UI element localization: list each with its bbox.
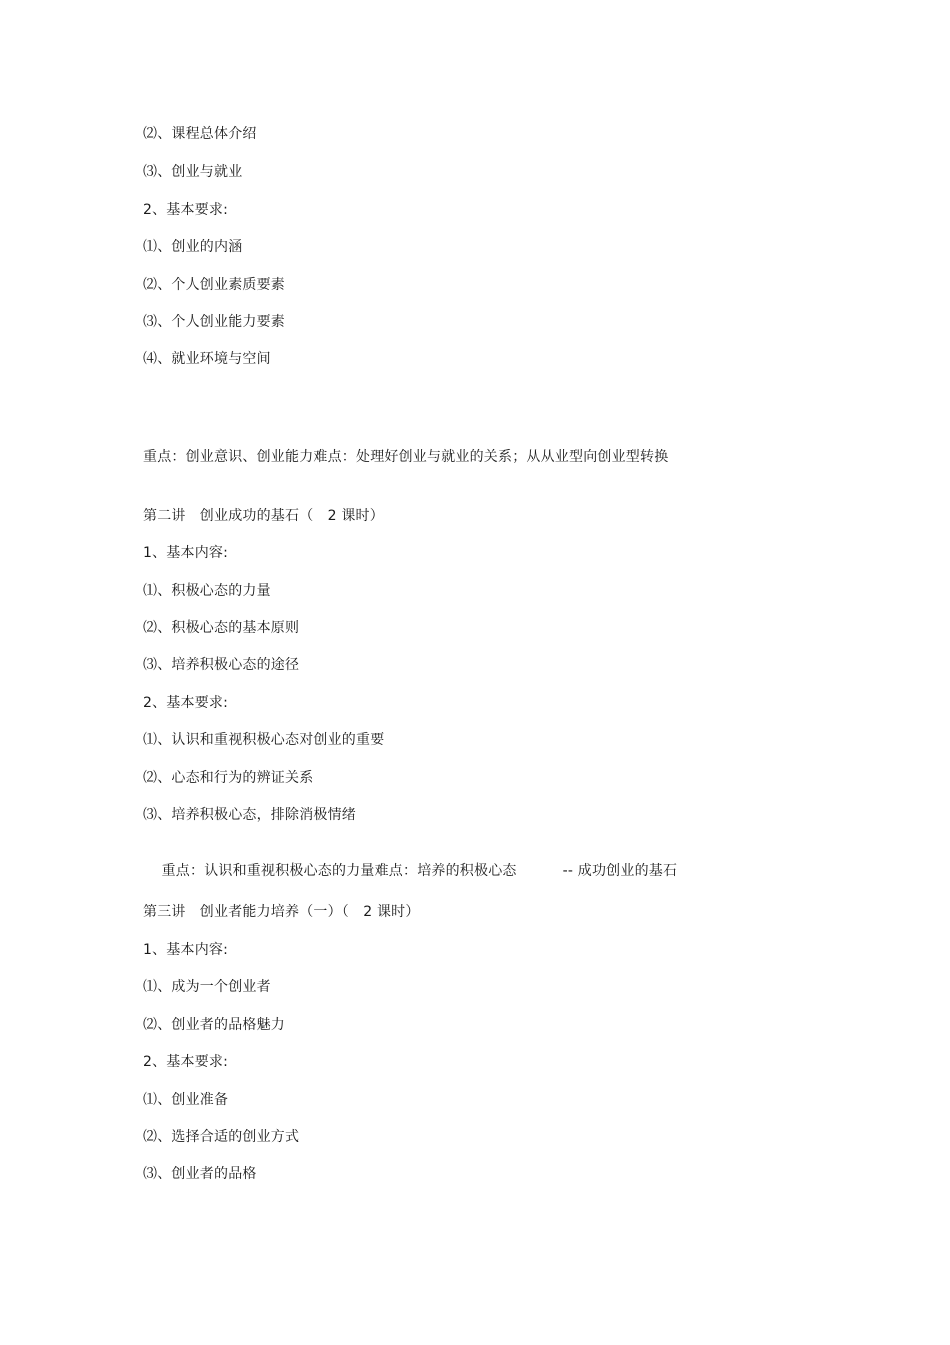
text-line: 2、基本要求: bbox=[143, 695, 229, 711]
text-line: ⑵、个人创业素质要素 bbox=[143, 277, 285, 293]
text-line: ⑵、积极心态的基本原则 bbox=[143, 620, 300, 636]
text-line: ⑶、培养积极心态的途径 bbox=[143, 657, 300, 673]
focus-difficulty-line: 重点：创业意识、创业能力难点：处理好创业与就业的关系；从从业型向创业型转换 bbox=[143, 449, 669, 465]
text-line: ⑶、培养积极心态，排除消极情绪 bbox=[143, 807, 356, 823]
text-line: 2、基本要求: bbox=[143, 1054, 229, 1070]
text-line: ⑶、创业者的品格 bbox=[143, 1166, 257, 1182]
text-line: ⑴、创业准备 bbox=[143, 1092, 229, 1108]
section-heading: 第三讲 创业者能力培养（一）（ 2 课时） bbox=[143, 904, 420, 920]
focus-difficulty-line bbox=[143, 844, 677, 898]
section-heading: 第二讲 创业成功的基石（ 2 课时） bbox=[143, 508, 384, 524]
text-line: ⑴、积极心态的力量 bbox=[143, 583, 271, 599]
text-line: ⑵、创业者的品格魅力 bbox=[143, 1017, 285, 1033]
text-line: 1、基本内容: bbox=[143, 942, 229, 958]
text-line: ⑴、成为一个创业者 bbox=[143, 979, 271, 995]
text-line: ⑶、创业与就业 bbox=[143, 164, 243, 180]
text-line: ⑵、心态和行为的辨证关系 bbox=[143, 770, 314, 786]
text-line: 1、基本内容: bbox=[143, 545, 229, 561]
focus-right-text: -- 成功创业的基石 bbox=[562, 863, 678, 879]
text-line: ⑷、就业环境与空间 bbox=[143, 351, 271, 367]
focus-left-text: 重点：认识和重视积极心态的力量难点：培养的积极心态 bbox=[161, 863, 517, 879]
text-line: ⑵、选择合适的创业方式 bbox=[143, 1129, 300, 1145]
text-line: 2、基本要求: bbox=[143, 202, 229, 218]
text-line: ⑵、课程总体介绍 bbox=[143, 126, 257, 142]
text-line: ⑴、创业的内涵 bbox=[143, 239, 243, 255]
text-line: ⑴、认识和重视积极心态对创业的重要 bbox=[143, 732, 385, 748]
text-line: ⑶、个人创业能力要素 bbox=[143, 314, 285, 330]
